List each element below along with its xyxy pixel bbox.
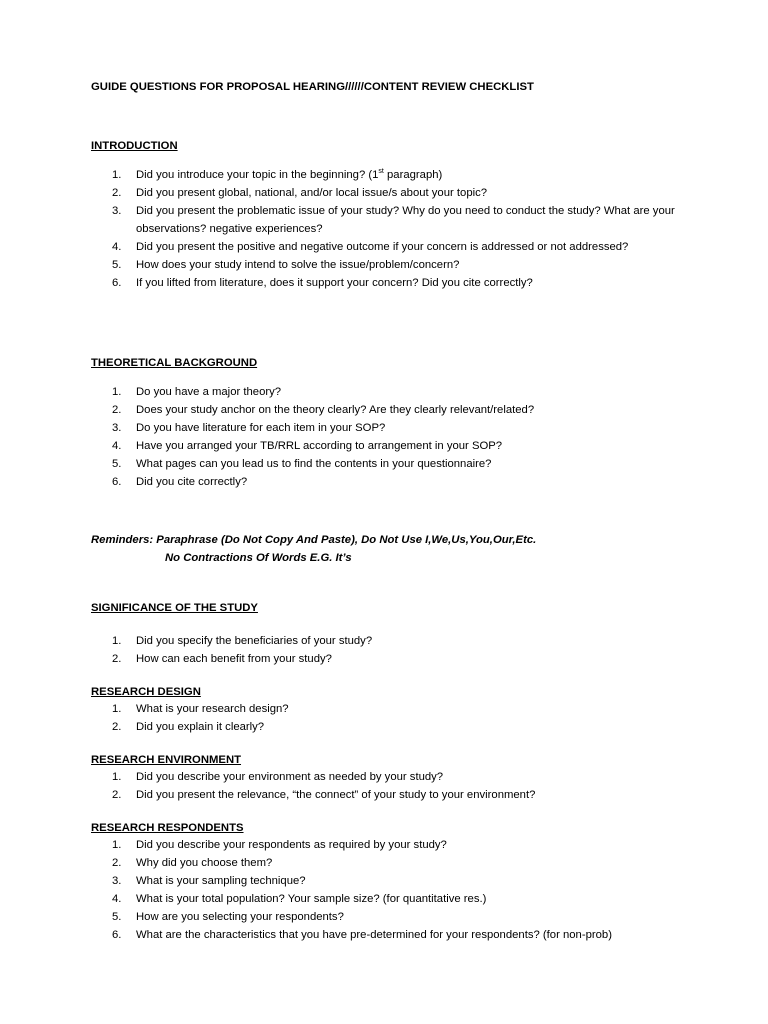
introduction-list <box>91 166 691 292</box>
list-item <box>91 872 711 890</box>
list-item <box>91 238 691 256</box>
list-item <box>91 836 711 854</box>
item-text: Do you have literature for each item in your SOP? <box>136 422 386 434</box>
list-item <box>91 786 691 804</box>
document-title: GUIDE QUESTIONS FOR PROPOSAL HEARING//////CONTENT REVIEW CHECKLIST <box>91 81 534 93</box>
item-number: 6. <box>112 277 122 289</box>
item-number: 1. <box>112 169 122 181</box>
list-item <box>91 890 711 908</box>
item-text: Have you arranged your TB/RRL according to arrangement in your SOP? <box>136 440 503 452</box>
list-item <box>91 854 711 872</box>
heading-significance-of-the-study: SIGNIFICANCE OF THE STUDY <box>91 602 258 614</box>
list-item <box>91 437 691 455</box>
item-number: 2. <box>112 789 122 801</box>
item-text: Did you present the problematic issue of your study? Why do you need to conduct the study? What are your observations? negative experiences? <box>136 205 675 235</box>
theoretical-background-list <box>91 383 691 491</box>
reminders-line-2: No Contractions Of Words E.G. It’s <box>165 552 352 564</box>
item-text: What is your sampling technique? <box>136 875 306 887</box>
significance-list <box>91 632 691 668</box>
heading-research-environment: RESEARCH ENVIRONMENT <box>91 754 242 766</box>
item-text: Do you have a major theory? <box>136 386 282 398</box>
item-text: What is your total population? Your sample size? (for quantitative res.) <box>136 893 487 905</box>
item-text: How can each benefit from your study? <box>136 653 332 665</box>
item-number: 1. <box>112 839 122 851</box>
item-text: Did you present global, national, and/or local issue/s about your topic? <box>136 187 488 199</box>
list-item <box>91 908 711 926</box>
item-number: 6. <box>112 929 122 941</box>
item-number: 3. <box>112 422 122 434</box>
item-number: 5. <box>112 259 122 271</box>
item-number: 6. <box>112 476 122 488</box>
item-number: 1. <box>112 771 122 783</box>
item-number: 2. <box>112 187 122 199</box>
research-environment-list <box>91 768 691 804</box>
list-item <box>91 166 691 184</box>
list-item <box>91 650 691 668</box>
list-item <box>91 274 691 292</box>
item-text: Did you introduce your topic in the beginning? (1 <box>136 169 379 181</box>
item-number: 5. <box>112 458 122 470</box>
list-item <box>91 473 691 491</box>
list-item <box>91 718 691 736</box>
item-text: If you lifted from literature, does it support your concern? Did you cite correctly? <box>136 277 533 289</box>
item-text: How does your study intend to solve the issue/problem/concern? <box>136 259 460 271</box>
reminders-line-1: Reminders: Paraphrase (Do Not Copy And Paste), Do Not Use I,We,Us,You,Our,Etc. <box>91 534 537 546</box>
item-superscript: st <box>378 168 384 176</box>
research-design-list <box>91 700 691 736</box>
list-item <box>91 184 691 202</box>
item-text: What pages can you lead us to find the contents in your questionnaire? <box>136 458 492 470</box>
list-item <box>91 700 691 718</box>
list-item <box>91 926 711 944</box>
heading-research-respondents: RESEARCH RESPONDENTS <box>91 822 244 834</box>
item-text: What is your research design? <box>136 703 289 715</box>
heading-introduction: INTRODUCTION <box>91 140 178 152</box>
heading-research-design: RESEARCH DESIGN <box>91 686 201 698</box>
item-text-after: paragraph) <box>383 169 443 181</box>
item-number: 5. <box>112 911 122 923</box>
item-text: Does your study anchor on the theory clearly? Are they clearly relevant/related? <box>136 404 535 416</box>
item-text: Did you cite correctly? <box>136 476 248 488</box>
list-item <box>91 455 691 473</box>
item-number: 2. <box>112 721 122 733</box>
item-text: Did you explain it clearly? <box>136 721 265 733</box>
list-item <box>91 383 691 401</box>
item-text: Did you specify the beneficiaries of your study? <box>136 635 373 647</box>
item-number: 3. <box>112 875 122 887</box>
item-text: What are the characteristics that you have pre-determined for your respondents? (for non-prob) <box>136 929 612 941</box>
item-number: 3. <box>112 205 122 217</box>
item-text: Did you describe your respondents as required by your study? <box>136 839 447 851</box>
item-number: 1. <box>112 386 122 398</box>
list-item <box>91 632 691 650</box>
item-text: Did you present the positive and negative outcome if your concern is addressed or not addressed? <box>136 241 629 253</box>
item-number: 2. <box>112 653 122 665</box>
list-item <box>91 768 691 786</box>
item-number: 1. <box>112 703 122 715</box>
item-number: 2. <box>112 857 122 869</box>
item-text: Why did you choose them? <box>136 857 273 869</box>
item-number: 4. <box>112 241 122 253</box>
item-text: Did you present the relevance, “the connect” of your study to your environment? <box>136 789 536 801</box>
list-item <box>91 256 691 274</box>
list-item <box>91 419 691 437</box>
list-item <box>91 202 691 238</box>
item-text: How are you selecting your respondents? <box>136 911 344 923</box>
list-item <box>91 401 691 419</box>
item-number: 4. <box>112 440 122 452</box>
item-number: 4. <box>112 893 122 905</box>
heading-theoretical-background: THEORETICAL BACKGROUND <box>91 357 258 369</box>
item-number: 2. <box>112 404 122 416</box>
research-respondents-list <box>91 836 711 944</box>
item-text: Did you describe your environment as needed by your study? <box>136 771 444 783</box>
item-number: 1. <box>112 635 122 647</box>
